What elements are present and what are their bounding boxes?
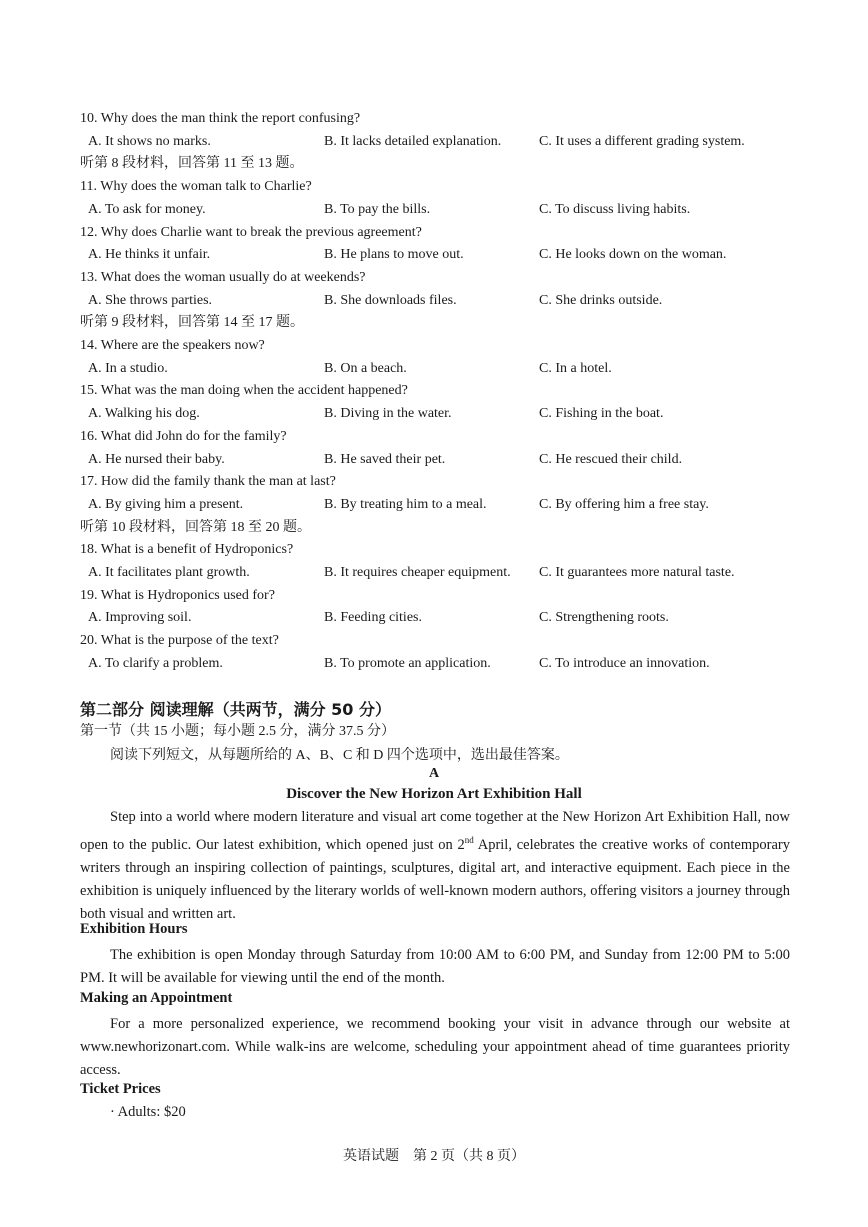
option-c: C. She drinks outside. — [539, 292, 663, 308]
option-c: C. It uses a different grading system. — [539, 133, 745, 149]
appointment-heading: Making an Appointment — [80, 990, 233, 1006]
option-c: C. He looks down on the woman. — [539, 247, 727, 263]
option-b: B. Feeding cities. — [324, 610, 422, 626]
option-a: A. To clarify a problem. — [88, 655, 223, 671]
date-suffix: nd — [464, 835, 474, 845]
option-a: A. She throws parties. — [88, 292, 213, 308]
option-b: B. He saved their pet. — [324, 451, 446, 467]
option-c: C. It guarantees more natural taste. — [539, 565, 735, 580]
option-c: C. By offering him a free stay. — [539, 496, 709, 512]
question-stem: 18. What is a benefit of Hydroponics? — [80, 542, 294, 558]
option-c: C. To discuss living habits. — [539, 201, 691, 217]
option-a: A. Improving soil. — [88, 610, 192, 626]
question-stem: 15. What was the man doing when the accident happened? — [80, 383, 408, 399]
question-stem: 14. Where are the speakers now? — [80, 338, 265, 353]
question-stem: 19. What is Hydroponics used for? — [80, 587, 275, 603]
appointment-paragraph: For a more personalized experience, we recommend booking your visit in advance through our website at www.newhorizonart.com. While walk-ins are welcome, scheduling your appointment ahead of time guarantees priority access. — [80, 1016, 790, 1078]
option-a: A. By giving him a present. — [88, 496, 244, 512]
intro-paragraph — [80, 806, 790, 926]
question-stem: 12. Why does Charlie want to break the previous agreement? — [80, 224, 422, 240]
intro-text-2: April, celebrates the creative works of contemporary writers through an inspiring collection of paintings, sculptures, digital art, and interactive equipment. Each piece in the exhibition is uniquely influenced by the literary worlds of well-known modern authors, offering visitors a journey through both visual and written art. — [80, 836, 790, 922]
page-footer: 英语试题 第 2 页（共 8 页） — [343, 1149, 525, 1164]
section-note: 听第 8 段材料，回答第 11 至 13 题。 — [80, 156, 304, 172]
option-a: A. Walking his dog. — [88, 406, 200, 422]
option-b: B. It lacks detailed explanation. — [324, 133, 502, 149]
option-a: A. It shows no marks. — [88, 133, 211, 149]
option-b: B. She downloads files. — [324, 292, 457, 308]
option-b: B. He plans to move out. — [324, 247, 464, 263]
ticket-adults: · Adults: $20 — [110, 1104, 186, 1120]
option-b: B. On a beach. — [324, 360, 407, 376]
passage-letter: A — [428, 766, 440, 781]
intro-text-1: Step into a world where modern literature and visual art come together at the New Horizon Art Exhibition Hall, now open to the public. Our latest exhibition, which opened just on 2 — [80, 809, 790, 853]
question-stem: 11. Why does the woman talk to Charlie? — [80, 179, 312, 195]
tickets-heading: Ticket Prices — [80, 1081, 161, 1097]
option-a: A. To ask for money. — [88, 201, 206, 217]
option-a: A. He nursed their baby. — [88, 451, 225, 467]
question-stem: 20. What is the purpose of the text? — [80, 633, 279, 649]
option-c: C. Strengthening roots. — [539, 610, 669, 626]
part2-title: 第二部分 阅读理解（共两节，满分 50 分） — [80, 700, 391, 719]
question-stem: 17. How did the family thank the man at last? — [80, 474, 336, 490]
option-b: B. Diving in the water. — [324, 406, 452, 422]
option-b: B. It requires cheaper equipment. — [324, 565, 511, 580]
hours-heading: Exhibition Hours — [80, 921, 188, 937]
question-stem: 16. What did John do for the family? — [80, 428, 287, 444]
option-c: C. Fishing in the boat. — [539, 406, 664, 422]
option-b: B. By treating him to a meal. — [324, 496, 487, 512]
option-c: C. He rescued their child. — [539, 451, 683, 467]
question-stem: 13. What does the woman usually do at weekends? — [80, 269, 366, 285]
option-b: B. To promote an application. — [324, 655, 491, 671]
section-note: 听第 9 段材料，回答第 14 至 17 题。 — [80, 315, 304, 331]
option-a: A. It facilitates plant growth. — [88, 565, 250, 580]
section-note: 听第 10 段材料，回答第 18 至 20 题。 — [80, 519, 311, 535]
hours-paragraph: The exhibition is open Monday through Saturday from 10:00 AM to 6:00 PM, and Sunday from 12:00 PM to 5:00 PM. It will be available for viewing until the end of the month. — [80, 947, 790, 986]
instructions: 阅读下列短文，从每题所给的 A、B、C 和 D 四个选项中，选出最佳答案。 — [110, 748, 569, 763]
section-heading: 第一节（共 15 小题；每小题 2.5 分，满分 37.5 分） — [80, 724, 395, 739]
question-stem: 10. Why does the man think the report confusing? — [80, 111, 361, 126]
option-c: C. In a hotel. — [539, 360, 612, 376]
option-c: C. To introduce an innovation. — [539, 655, 710, 671]
option-b: B. To pay the bills. — [324, 201, 431, 217]
option-a: A. He thinks it unfair. — [88, 247, 211, 263]
passage-title: Discover the New Horizon Art Exhibition Hall — [286, 786, 582, 802]
option-a: A. In a studio. — [88, 360, 168, 376]
